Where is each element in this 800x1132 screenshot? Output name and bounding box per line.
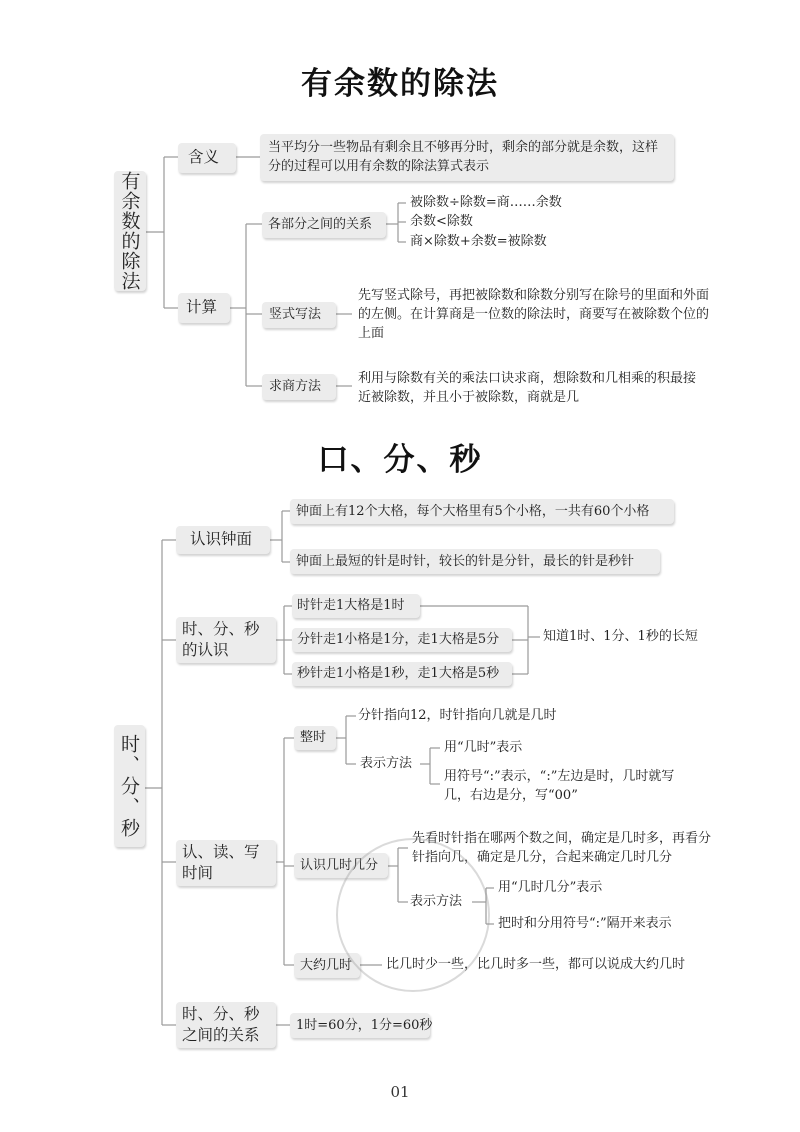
relation-line-3: 商×除数+余数=被除数 xyxy=(410,234,547,249)
hms-item-1: 时针走1大格是1时 xyxy=(297,598,405,613)
node-relation-label: 各部分之间的关系 xyxy=(268,217,373,232)
node-approx xyxy=(294,953,360,978)
node-clockface-label: 认识钟面 xyxy=(190,530,253,548)
relation-line-2: 余数<除数 xyxy=(410,214,473,229)
approx-text: 比几时少一些，比几时多一些，都可以说成大约几时 xyxy=(386,957,686,972)
node-relation xyxy=(262,212,386,238)
root-node-division-remainder: 有余数的除法 xyxy=(114,171,146,291)
hm-method-label: 表示方法 xyxy=(410,894,463,909)
node-hm xyxy=(294,853,388,878)
node-vertical-label: 竖式写法 xyxy=(269,307,322,322)
hms-summary: 知道1时、1分、1秒的长短 xyxy=(543,629,698,644)
hm-method-item-1: 用“几时几分”表示 xyxy=(498,880,603,895)
node-hm-label: 认识几时几分 xyxy=(300,858,379,873)
whole-text: 分针指向12，时针指向几就是几时 xyxy=(358,708,557,723)
node-meaning-label: 含义 xyxy=(188,148,220,166)
vertical-text: 先写竖式除号，再把被除数和除数分别写在除号的里面和外面的左侧。在计算商是一位数的除法时，商要写在被除数个位的上面 xyxy=(358,288,710,341)
clockface-item-1-box xyxy=(290,499,674,524)
whole-method-label: 表示方法 xyxy=(360,756,413,771)
node-meaning xyxy=(178,143,236,173)
hms-item-3-box xyxy=(292,662,512,686)
page-number: 01 xyxy=(390,1083,410,1101)
node-hms-label: 时、分、秒的认识 xyxy=(182,620,260,659)
node-whole-label: 整时 xyxy=(300,730,327,745)
hm-method-item-2: 把时和分用符号“:”隔开来表示 xyxy=(498,916,672,931)
whole-method-item-2: 用符号“:”表示，“:”左边是时，几时就写几，右边是分，写“00” xyxy=(444,769,675,803)
root-node-time: 时、分、秒 xyxy=(114,725,145,847)
time-relation-text: 1时=60分，1分=60秒 xyxy=(296,1018,433,1033)
node-clockface xyxy=(176,526,270,554)
hms-item-2: 分针走1小格是1分，走1大格是5分 xyxy=(297,632,500,647)
node-rw xyxy=(176,840,276,886)
section-title-division-remainder: 有余数的除法 xyxy=(301,66,499,102)
node-quotient xyxy=(262,374,336,400)
meaning-text: 当平均分一些物品有剩余且不够再分时，剩余的部分就是余数，这样分的过程可以用有余数的除法算式表示 xyxy=(268,140,659,174)
node-calc-label: 计算 xyxy=(186,298,218,316)
hms-item-2-box xyxy=(292,628,512,652)
node-time-relation xyxy=(176,1002,276,1048)
node-rw-label: 认、读、写时间 xyxy=(182,843,260,882)
node-time-relation-label: 时、分、秒之间的关系 xyxy=(182,1005,260,1044)
node-approx-label: 大约几时 xyxy=(300,958,353,973)
node-whole xyxy=(294,726,336,750)
whole-method-item-1: 用“几时”表示 xyxy=(444,740,523,755)
relation-line-1: 被除数÷除数=商……余数 xyxy=(410,195,562,210)
hm-text: 先看时针指在哪两个数之间，确定是几时多，再看分针指向几，确定是几分，合起来确定几时几分 xyxy=(412,831,712,865)
section-title-time: 口、分、秒 xyxy=(317,442,483,478)
meaning-text-box xyxy=(260,134,674,181)
node-calc xyxy=(178,293,230,323)
node-vertical xyxy=(262,302,336,328)
node-quotient-label: 求商方法 xyxy=(269,379,322,394)
hms-item-3: 秒针走1小格是1秒，走1大格是5秒 xyxy=(297,666,500,681)
clockface-item-2: 钟面上最短的针是时针，较长的针是分针，最长的针是秒针 xyxy=(296,554,635,569)
time-relation-box xyxy=(290,1013,433,1038)
clockface-item-1: 钟面上有12个大格，每个大格里有5个小格，一共有60个小格 xyxy=(296,504,650,519)
node-hms xyxy=(176,617,276,663)
clockface-item-2-box xyxy=(290,549,660,574)
quotient-text: 利用与除数有关的乘法口诀求商，想除数和几相乘的积最接近被除数，并且小于被除数，商就是几 xyxy=(358,371,697,405)
hms-item-1-box xyxy=(292,594,420,618)
